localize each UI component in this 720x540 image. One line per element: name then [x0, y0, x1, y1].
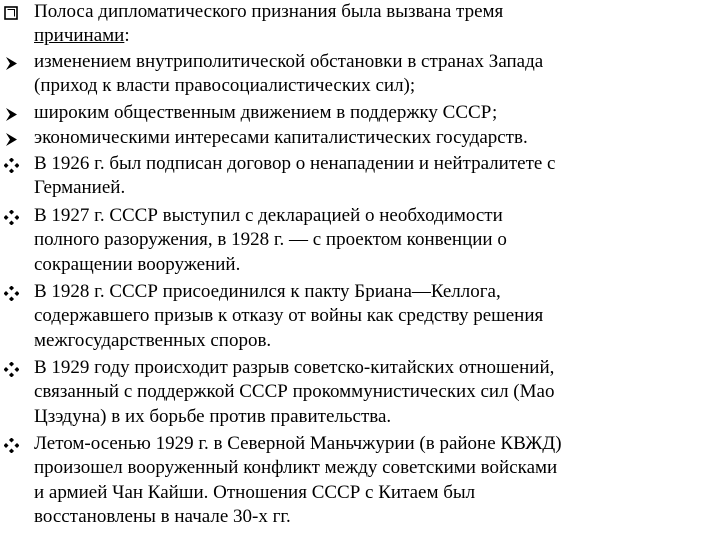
- diamond-quad-icon: [4, 438, 19, 453]
- text-line: Летом-осенью 1929 г. в Северной Маньчжурии (в районе КВЖД): [34, 433, 562, 454]
- bullet-item-text: [34, 280, 716, 353]
- text-line: причинами:: [34, 25, 130, 47]
- bullet-item-3: [0, 101, 716, 125]
- bullet-item-8: [0, 356, 716, 429]
- text-line: широким общественным движением в поддержку СССР;: [34, 102, 498, 123]
- diamond-quad-icon: [4, 210, 19, 225]
- bullet-item-text: [34, 50, 716, 99]
- bullet-item-text: [34, 0, 716, 49]
- text-line: восстановлены в начале 30-х гг.: [34, 506, 291, 528]
- text-line: В 1928 г. СССР присоединился к пакту Бриана—Келлога,: [34, 281, 501, 302]
- text-line: содержавшего призыв к отказу от войны как средству решения: [34, 305, 544, 327]
- arrowhead-icon: [4, 56, 19, 71]
- bullet-item-text: [34, 432, 716, 530]
- text-line: сокращении вооружений.: [34, 253, 241, 275]
- bullet-item-4: [0, 126, 716, 150]
- text-line: В 1927 г. СССР выступил с декларацией о необходимости: [34, 205, 503, 226]
- bullet-item-text: [34, 126, 716, 150]
- text-line: (приход к власти правосоциалистических сил);: [34, 75, 416, 97]
- bullet-item-text: [34, 356, 716, 429]
- bullet-item-5: [0, 152, 716, 201]
- arrowhead-icon: [4, 132, 19, 147]
- text-line: связанный с поддержкой СССР прокоммунистических сил (Мао: [34, 381, 555, 403]
- text-line: межгосударственных споров.: [34, 329, 272, 351]
- bullet-item-1: [0, 0, 716, 49]
- text-line: Полоса дипломатического признания была вызвана тремя: [34, 1, 504, 22]
- bullet-item-7: [0, 280, 716, 353]
- text-line: и армией Чан Кайши. Отношения СССР с Китаем был: [34, 481, 476, 503]
- text-line: полного разоружения, в 1928 г. — с проектом конвенции о: [34, 229, 507, 251]
- text-line: изменением внутриполитической обстановки в странах Запада: [34, 51, 544, 72]
- bullet-item-text: [34, 152, 716, 201]
- diamond-quad-icon: [4, 286, 19, 301]
- square-box-icon: [4, 6, 19, 21]
- underlined-word: причинами: [34, 25, 125, 47]
- bullet-item-text: [34, 204, 716, 277]
- bullet-item-2: [0, 50, 716, 99]
- diamond-quad-icon: [4, 362, 19, 377]
- diamond-quad-icon: [4, 158, 19, 173]
- text-line: Германией.: [34, 177, 126, 199]
- bullet-item-text: [34, 101, 716, 125]
- text-line: экономическими интересами капиталистических государств.: [34, 127, 528, 148]
- text-line: В 1929 году происходит разрыв советско-китайских отношений,: [34, 357, 555, 378]
- bullet-item-6: [0, 204, 716, 277]
- arrowhead-icon: [4, 107, 19, 122]
- text-line: произошел вооруженный конфликт между советскими войсками: [34, 457, 558, 479]
- text-line: Цзэдуна) в их борьбе против правительства.: [34, 405, 392, 427]
- text-line: В 1926 г. был подписан договор о ненападении и нейтралитете с: [34, 153, 556, 174]
- bullet-item-9: [0, 432, 716, 530]
